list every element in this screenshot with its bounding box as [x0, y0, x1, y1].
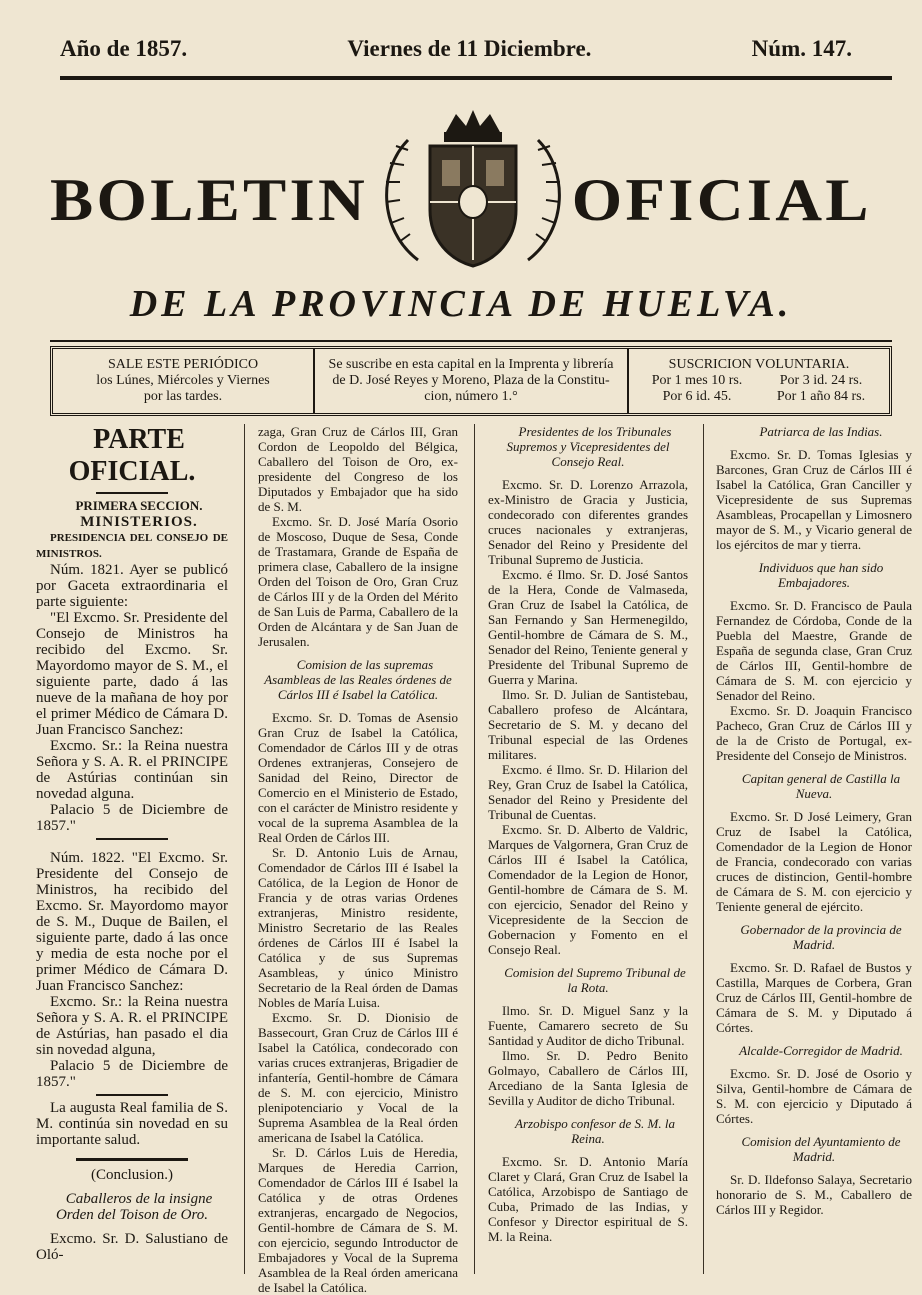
issue-year: Año de 1857.	[60, 36, 188, 61]
paragraph: Ilmo. Sr. D. Pedro Benito Golmayo, Caballero de Cárlos III, Arcediano de la Santa Iglesia de Sevilla y Auditor de dicho Tribunal.	[488, 1048, 688, 1108]
section-heading: PARTE OFICIAL.	[68, 424, 196, 487]
column-2	[258, 424, 458, 1295]
masthead-subtitle: DE LA PROVINCIA DE HUELVA.	[129, 283, 793, 325]
column-1	[36, 424, 228, 1274]
subscription-prices	[629, 349, 889, 413]
paragraph: Excmo. Sr. D. Antonio María Claret y Clará, Gran Cruz de Isabel la Católica, Arzobispo de Santiago de Cuba, Primado de las Indias, y Confesor y Director espiritual de S. M. la Reina.	[488, 1154, 688, 1244]
subsection-heading: Capitan general de Castilla la Nueva.	[741, 771, 901, 801]
paragraph: Excmo. Sr. D. Tomas Iglesias y Barcones, Gran Cruz de Cárlos III é Isabel la Católica, Gran Canciller y Vicepresidente de sus Supremas Asambleas, Procapellan y Limosnero mayor de S. M., y Vicario general de los ejércitos de mar y tierra.	[716, 447, 912, 552]
schedule-time: por las tardes.	[143, 389, 223, 404]
price-1-year: Por 1 año 84 rs.	[776, 389, 866, 404]
dateline	[60, 32, 852, 66]
schedule-title: SALE ESTE PERIÓDICO	[107, 357, 259, 372]
subscription-address	[315, 349, 629, 413]
subtitle-rule	[50, 340, 892, 342]
paragraph: Ilmo. Sr. D. Miguel Sanz y la Fuente, Camarero secreto de Su Santidad y Auditor de dicho Tribunal.	[488, 1003, 688, 1048]
paragraph: Excmo. Sr. D. Alberto de Valdric, Marques de Valgornera, Gran Cruz de Cárlos III é Isabel la Católica, Comendador de la Legion de Honor, Gentil-hombre de Cámara de S. M. con ejercicio, Senador del Reino y Vicepresidente de la Seccion de Gobernacion y Fomento en el Consejo Real.	[488, 822, 688, 957]
paragraph: Sr. D. Ildefonso Salaya, Secretario honorario de S. M., Caballero de Cárlos III y Regidor.	[716, 1172, 912, 1217]
presidencia-heading: PRESIDENCIA DEL CONSEJO DE MINISTROS.	[36, 532, 228, 560]
prices-title: SUSCRICION VOLUNTARIA.	[668, 357, 850, 372]
paragraph: Excmo. é Ilmo. Sr. D. Hilarion del Rey, Gran Cruz de Isabel la Católica, Senador del Reino y Presidente del Tribunal de Cuentas.	[488, 762, 688, 822]
paragraph: Excmo. Sr. D. Lorenzo Arrazola, ex-Ministro de Gracia y Justicia, condecorado con diferentes grandes cruces nacionales y extranjeras, Senador del Reino y Presidente del Tribunal Supremo de Justicia.	[488, 477, 688, 567]
ornament-rule	[96, 492, 168, 494]
masthead-oficial: OFICIAL	[572, 167, 872, 233]
address-line-2: de D. José Reyes y Moreno, Plaza de la Constitu-	[332, 373, 610, 388]
price-1-month: Por 1 mes 10 rs.	[651, 373, 743, 388]
price-3-months: Por 3 id. 24 rs.	[779, 373, 863, 388]
subsection-heading: Presidentes de los Tribunales Supremos y Vicepresidentes del Consejo Real.	[506, 424, 672, 469]
subsection-heading: Caballeros de la insigne Orden del Toison de Oro.	[55, 1191, 213, 1223]
price-6-months: Por 6 id. 45.	[662, 389, 732, 404]
issue-date: Viernes de 11 Diciembre.	[347, 36, 592, 61]
conclusion-label: (Conclusion.)	[90, 1167, 174, 1183]
paragraph: La augusta Real familia de S. M. continúa sin novedad en su importante salud.	[36, 1100, 228, 1148]
ornament-rule	[76, 1158, 188, 1161]
ornament-rule	[96, 1094, 168, 1096]
subsection-heading: Comision del Supremo Tribunal de la Rota.	[504, 965, 686, 995]
address-line-3: cion, número 1.°	[424, 389, 518, 404]
paragraph: Ilmo. Sr. D. Julian de Santistebau, Caballero profeso de Alcántara, Secretario de S. M. y decano del Tribunal especial de las Ordenes militares.	[488, 687, 688, 762]
section-subheading: PRIMERA SECCION.	[75, 498, 203, 513]
masthead-boletin: BOLETIN	[50, 167, 368, 233]
paragraph: Excmo. Sr. D. Rafael de Bustos y Castilla, Marques de Corbera, Gran Cruz de Cárlos III, Gentil-hombre de Cámara de S. M. y Diputado á Córtes.	[716, 960, 912, 1035]
paragraph: Excmo. Sr. D. Dionisio de Bassecourt, Gran Cruz de Cárlos III é Isabel la Católica, condecorado con varias cruces extranjeras, Brigadier de infantería, Gentil-hombre de Cámara de S. M. con ejercicio, Ministro plenipotenciario y Vocal de la Suprema Asamblea de la Real órden americana de Isabel la Católica.	[258, 1010, 458, 1145]
paragraph: Núm. 1822. "El Excmo. Sr. Presidente del Consejo de Ministros, ha recibido del Excmo. Sr. Mayordomo mayor de S. M., Duque de Bailen, el siguiente parte, dado á las once y media de esta noche por el primer Médico de Cámara D. Juan Francisco Sanchez:	[36, 850, 228, 994]
paragraph: zaga, Gran Cruz de Cárlos III, Gran Cordon de Leopoldo del Bélgica, Caballero del Toison de Oro, ex-presidente del Congreso de los Diputados y Embajador que ha sido de S. M.	[258, 424, 458, 514]
price-grid	[635, 373, 883, 405]
column-divider	[474, 424, 475, 1274]
paragraph: Sr. D. Antonio Luis de Arnau, Comendador de Cárlos III é Isabel la Católica, de la Legion de Honor de Francia y de otras varias Ordenes extranjeras, Ministro residente, Ministro Secretario de las Reales órdenes de Cárlos III é Isabel la Católica y de sus Supremas Asambleas, y único Ministro Secretario de la Real órden de Damas Nobles de María Luisa.	[258, 845, 458, 1010]
masthead	[46, 110, 872, 280]
paragraph: Excmo. Sr. D. José María Osorio de Moscoso, Duque de Sesa, Conde de Trastamara, Grande de España de primera clase, Caballero de la insigne Orden del Toison de Oro, Gran Cruz de Cárlos III y de la Orden del Mérito de San Luis de Parma, Caballero de la Orden de Alcántara y de San Juan de Jerusalen.	[258, 514, 458, 649]
paragraph: Sr. D. Cárlos Luis de Heredia, Marques de Heredia Carrion, Comendador de Cárlos III é Isabel la Católica y de otras Ordenes extranjeras, encargado de Negocios, Gentil-hombre de Cámara de S. M. con ejercicio, segundo Introductor de Embajadores y Vocal de la Suprema Asamblea de la Real órden americana de Isabel la Católica.	[258, 1145, 458, 1295]
paragraph: Excmo. Sr.: la Reina nuestra Señora y S. A. R. el PRINCIPE de Astúrias, han pasado el dia sin novedad alguna,	[36, 994, 228, 1058]
paragraph: Palacio 5 de Diciembre de 1857."	[36, 1058, 228, 1090]
subsection-heading: Patriarca de las Indias.	[759, 424, 883, 439]
subscription-box	[50, 346, 892, 416]
column-4	[716, 424, 912, 1274]
address-line-1: Se suscribe en esta capital en la Imprenta y librería	[328, 357, 614, 372]
paragraph: Excmo. Sr. D. Joaquin Francisco Pacheco, Gran Cruz de Cárlos III y de la de Cristo de Portugal, ex-Presidente del Consejo de Ministros.	[716, 703, 912, 763]
column-divider	[703, 424, 704, 1274]
paragraph: Excmo. Sr. D. José de Osorio y Silva, Gentil-hombre de Cámara de S. M. con ejercicio y Diputado á Córtes.	[716, 1066, 912, 1126]
top-rule	[60, 76, 892, 80]
royal-crest-icon	[368, 110, 578, 280]
subsection-heading: Gobernador de la provincia de Madrid.	[740, 922, 902, 952]
column-divider	[244, 424, 245, 1274]
paragraph: Excmo. Sr. D. Tomas de Asensio Gran Cruz de Isabel la Católica, Comendador de Cárlos III y de otras Ordenes extranjeras, Consejero de Sanidad del Reino, Director de Comercio en el Ministerio de Estado, con el carácter de Ministro residente y vocal de la suprema Asamblea de la Real Orden de Cárlos III.	[258, 710, 458, 845]
column-3	[488, 424, 688, 1274]
paragraph: "El Excmo. Sr. Presidente del Consejo de Ministros ha recibido del Excmo. Sr. Mayordomo mayor de S. M., el siguiente parte, dado á las nueve de la mañana de hoy por el primer Médico de Cámara D. Juan Francisco Sanchez:	[36, 610, 228, 738]
subsection-heading: Arzobispo confesor de S. M. la Reina.	[515, 1116, 675, 1146]
paragraph: Excmo. é Ilmo. Sr. D. José Santos de la Hera, Conde de Valmaseda, Gran Cruz de Isabel la Católica, de San Fernando y San Hermenegildo, Gentil-hombre de Cámara de S. M., Senador del Reino, Teniente general y Presidente del Tribunal Supremo de Guerra y Marina.	[488, 567, 688, 687]
paragraph: Núm. 1821. Ayer se publicó por Gaceta extraordinaria el parte siguiente:	[36, 562, 228, 610]
paragraph: Excmo. Sr. D. Francisco de Paula Fernandez de Córdoba, Conde de la Puebla del Maestre, Grande de España de segunda clase, Gran Cruz de Cárlos III, Gentil-hombre de Cámara de S. M. con ejercicio y Senador del Reino.	[716, 598, 912, 703]
paragraph: Excmo. Sr.: la Reina nuestra Señora y S. A. R. el PRINCIPE de Astúrias continúan sin novedad alguna.	[36, 738, 228, 802]
issue-number: Núm. 147.	[751, 36, 852, 61]
subsection-heading: Individuos que han sido Embajadores.	[758, 560, 884, 590]
subsection-heading: Alcalde-Corregidor de Madrid.	[739, 1043, 903, 1058]
publication-schedule	[53, 349, 315, 413]
paragraph: Excmo. Sr. D José Leimery, Gran Cruz de Isabel la Católica, Comendador de la Legion de Honor de Francia, condecorado con varias cruces de distincion, Gentil-hombre de Cámara de S. M. con ejercicio y Teniente general de ejército.	[716, 809, 912, 914]
paragraph: Palacio 5 de Diciembre de 1857."	[36, 802, 228, 834]
ornament-rule	[96, 838, 168, 840]
ministerios-heading: MINISTERIOS.	[80, 514, 198, 530]
subsection-heading: Comision del Ayuntamiento de Madrid.	[741, 1134, 901, 1164]
paragraph: Excmo. Sr. D. Salustiano de Oló-	[36, 1231, 228, 1263]
subsection-heading: Comision de las supremas Asambleas de las Reales órdenes de Cárlos III é Isabel la Católica.	[264, 657, 452, 702]
schedule-days: los Lúnes, Miércoles y Viernes	[96, 373, 270, 388]
